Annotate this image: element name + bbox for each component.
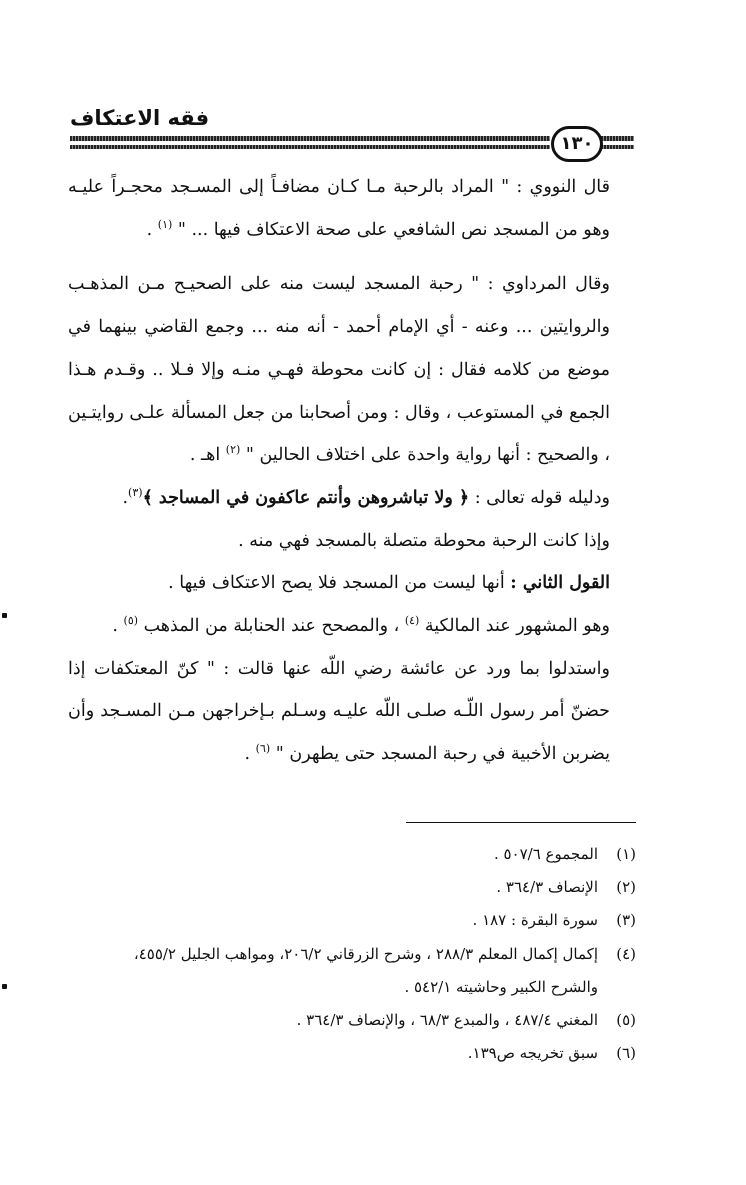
paragraph: [68, 477, 636, 520]
footnote-text: الإنصاف ٣٦٤/٣ .: [496, 878, 598, 897]
header-rule: [70, 145, 550, 149]
text-line: قال النووي : " المراد بالرحبة مـا كـان مضافـاً إلى المسـجد محجـراً عليـه: [68, 177, 610, 197]
text-line: وإذا كانت الرحبة محوطة متصلة بالمسجد فهي منه .: [238, 530, 610, 551]
footnote-ref: (٢): [225, 443, 241, 457]
paragraph: [68, 562, 636, 605]
paragraph: [68, 520, 636, 563]
footnote-text: والشرح الكبير وحاشيته ٥٤٢/١ .: [404, 977, 598, 996]
footnote-number: [598, 971, 636, 1004]
footnote-text: سورة البقرة : ١٨٧ .: [472, 911, 598, 930]
text-line: وهو من المسجد نص الشافعي على صحة الاعتكاف فيها ... ": [177, 219, 610, 240]
text-line: والصحيح : أنها رواية واحدة على اختلاف الحالين ": [245, 445, 599, 466]
paragraph: [68, 648, 636, 776]
footnote-number: (١): [616, 845, 636, 863]
text-line: وهو المشهور عند المالكية: [419, 616, 610, 637]
footnote-ref: (٣): [128, 486, 143, 500]
text-line: .: [122, 487, 129, 508]
page-number: ١٣٠: [551, 126, 603, 162]
text-line: أنها ليست من المسجد فلا يصح الاعتكاف فيها .: [168, 573, 511, 594]
footnote-number: (٣): [616, 911, 636, 930]
running-title: فقه الاعتكاف: [70, 106, 210, 130]
footnote: [60, 838, 636, 871]
paragraph: [68, 166, 636, 251]
text-line: ودليله قوله تعالى :: [469, 487, 610, 508]
footnote-ref: (١): [157, 217, 173, 231]
footnote-ref: (٦): [255, 742, 271, 756]
footnote: [60, 904, 636, 937]
text-line: اهـ .: [189, 445, 226, 466]
text-line: .: [146, 219, 158, 240]
text-line: والروايتين ... وعنه - أي الإمام أحمد - أنه منه ... وجمع القاضي بينهما في: [68, 317, 610, 338]
text-line: .: [112, 616, 124, 637]
header-rule: [70, 136, 550, 141]
footnote-text: إكمال إكمال المعلم ٢٨٨/٣ ، وشرح الزرقاني ٢٠٦/٢، ومواهب الجليل ٤٥٥/٢،: [133, 944, 598, 963]
text-line: .: [244, 744, 256, 765]
main-text: [68, 166, 636, 776]
text-line: يضربن الأخبية في رحبة المسجد حتى يطهرن ": [275, 744, 610, 765]
footnote-text: سبق تخريجه ص١٣٩.: [467, 1044, 598, 1063]
footnote-ref: (٥): [123, 614, 139, 628]
footnote-number: (٦): [616, 1044, 636, 1063]
scan-mark: [2, 984, 7, 989]
footnote-separator: [406, 822, 636, 823]
footnote-number: (٤): [616, 944, 636, 963]
footnote-text: المغني ٤٨٧/٤ ، والمبدع ٦٨/٣ ، والإنصاف ٣٦٤/٣ .: [296, 1011, 598, 1030]
text-line: موضع من كلامه فقال : إن كانت محوطة فهـي منـه وإلا فـلا .. وقـدم هـذا: [68, 359, 610, 380]
paragraph: [68, 263, 636, 477]
quran-verse: ﴿ ولا تباشروهن وأنتم عاكفون في المساجد ﴾: [142, 487, 470, 508]
footnote: [60, 1037, 636, 1070]
footnote: [60, 938, 636, 971]
footnote-text: المجموع ٥٠٧/٦ .: [493, 845, 598, 863]
paragraph: [68, 605, 636, 648]
footnote-number: (٢): [616, 878, 636, 897]
footnote: [60, 871, 636, 904]
header-rule-short: [598, 145, 634, 149]
scan-mark: [2, 613, 7, 618]
text-line: حضنّ أمر رسول اللّـه صلـى اللّه عليـه وسـلم بـإخراجهن مـن المسـجد وأن: [68, 701, 610, 722]
footnote: [60, 971, 636, 1004]
text-line: الجمع في المستوعب ، وقال : ومن أصحابنا من جعل المسألة علـى روايتـين ،: [68, 402, 610, 466]
footnote-ref: (٤): [404, 614, 420, 628]
header-rule-short: [598, 136, 634, 141]
text-line: واستدلوا بما ورد عن عائشة رضي اللّه عنها قالت : " كنّ المعتكفات إذا: [68, 658, 610, 679]
footnotes: [60, 838, 636, 1070]
section-label: القول الثاني :: [510, 573, 610, 594]
text-line: وقال المرداوي : " رحبة المسجد ليست منه على الصحيـح مـن المذهـب: [68, 274, 610, 295]
footnote: [60, 1004, 636, 1037]
footnote-number: (٥): [616, 1011, 636, 1030]
text-line: ، والمصحح عند الحنابلة من المذهب: [138, 616, 405, 637]
